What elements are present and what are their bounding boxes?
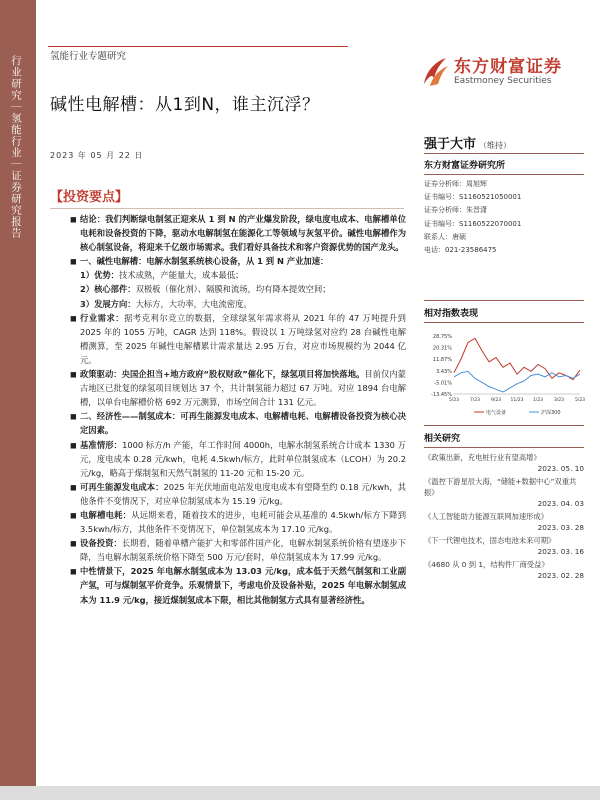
summary-item: ◼ 一、碱性电解槽：电解水制氢系统核心设备，从 1 到 N 产业加速： [50, 254, 406, 268]
bullet-icon: ◼ [70, 369, 77, 380]
bullet-icon: ◼ [70, 214, 77, 224]
related-item[interactable] [424, 559, 584, 581]
analyst-line: 联系人：唐硕 [424, 232, 466, 241]
related-title[interactable]: 《政策出新，充电桩行业有望高增》 [424, 453, 541, 462]
index-performance-chart [424, 330, 584, 418]
bullet-icon: ◼ [70, 509, 77, 520]
institute-rule [424, 174, 584, 175]
bullet-icon: ◼ [70, 411, 77, 422]
series-line-1 [454, 338, 580, 379]
related-heading: 相关研究 [424, 434, 461, 444]
summary-item: ◼ 结论：我们判断绿电制氢正迎来从 1 到 N 的产业爆发阶段，绿电度电成本、电解槽单位电耗和设备投资的下降，驱动水电解制氢在能源化工等领域与灰氢平价。碱性电解槽作为核心制氢设备，将迎来千亿级市场需求。我们看好具备技术和客户资源优势的国产龙头。 [70, 214, 406, 253]
brand-logo [420, 52, 590, 92]
bullet-icon: ◼ [70, 481, 77, 492]
analyst-info [424, 178, 584, 257]
related-date: 2023. 05. 10 [537, 464, 584, 473]
analyst-line: 证书编号：S1160521050001 [424, 193, 522, 202]
related-date: 2023. 02. 28 [537, 571, 584, 580]
summary-item: ◼ 设备投资：长期看，随着单槽产能扩大和零部件国产化，电解水制氢系统价格有望逐步下降，当电解水制氢系统价格下降至 500 万元/套时，单位制氢成本为 17.99 元/kg。 [70, 538, 406, 563]
y-tick-label: 20.31% [432, 345, 452, 352]
y-tick-label: 3.43% [436, 368, 452, 375]
brand-name: 东方财富证券 [454, 57, 562, 77]
summary-item: ◼ 可再生能源发电成本：2025 年光伏地面电站发电度电成本有望降至约 0.18 元/kwh，其他条件不变情况下，对应单位制氢成本为 15.19 元/kg。 [70, 481, 406, 506]
related-title[interactable]: 《下一代锂电技术，固态电池未来可期》 [424, 536, 556, 545]
x-tick-label: 5/23 [574, 398, 586, 403]
related-list [424, 452, 584, 583]
y-tick-label: 11.87% [432, 357, 452, 364]
y-tick-label: -13.45% [431, 392, 452, 398]
bullet-icon: ◼ [70, 566, 77, 577]
x-tick-label: 1/23 [532, 398, 544, 403]
header-rule [48, 46, 348, 47]
report-category: 氢能行业专题研究 [50, 51, 127, 62]
summary-item: ◼ 政策驱动：央国企担当+地方政府“股权财政”催化下，绿氢项目将加快落地。目前仅内蒙古地区已批复的绿氢项目规划达 37 个，共计制氢能力超过 67 万吨。对应 1894 台电解槽，以单台电解槽价格 692 万元测算，市场空间合计 131 亿元。 [70, 369, 406, 408]
x-tick-label: 9/23 [490, 398, 502, 403]
x-tick-label: 3/23 [553, 398, 565, 403]
report-date: 2023 年 05 月 22 日 [50, 151, 144, 160]
related-item[interactable] [424, 476, 584, 509]
related-date: 2023. 04. 03 [537, 499, 584, 508]
side-banner-text: 行业研究｜氢能行业｜证券研究报告 [10, 55, 22, 239]
related-rule-top [424, 425, 584, 426]
summary-heading: 【投资要点】 [50, 190, 129, 205]
related-title[interactable]: 《温控下游星辰大海，“储能+数据中心”双重共振》 [424, 477, 577, 497]
related-rule [424, 447, 584, 448]
bullet-icon: ◼ [70, 312, 77, 323]
rating [424, 133, 584, 152]
summary-rule [50, 208, 404, 209]
rating-label: 强于大市 [424, 137, 477, 152]
summary-item: ◼ 电解槽电耗：从远期来看，随着技术的进步，电耗可能会从基准的 4.5kwh/标方下降到 3.5kwh/标方，其他条件不变情况下，单位制氢成本为 17.10 元/kg。 [70, 509, 406, 535]
bullet-icon: ◼ [70, 538, 77, 549]
brand-name-en: Eastmoney Securities [454, 76, 552, 86]
analyst-line: 证券分析师：朱晋潇 [424, 206, 487, 215]
y-tick-label: 28.75% [432, 334, 452, 340]
summary-item: ◼ 二、经济性——制氢成本：可再生能源发电成本、电解槽电耗、电解槽设备投资为核心决定因素。 [70, 411, 406, 436]
y-tick-label: -5.01% [434, 380, 452, 387]
rating-rule [424, 153, 584, 154]
rating-note: （维持） [479, 141, 512, 150]
bullet-icon: ◼ [70, 439, 77, 450]
index-rule-top [424, 300, 584, 301]
summary-item: ◼ 中性情景下，2025 年电解水制氢成本为 13.03 元/kg，成本低于天然气制氢和工业副产氢，可与煤制氢平价竞争。乐观情景下，考虑电价及设备补贴，2025 年电解水制氢成本为 11.9 元/kg，接近煤制氢成本下限，相比其他制氢方式具有显著经济性。 [70, 566, 406, 605]
x-tick-label: 7/23 [469, 398, 481, 403]
summary-item: 3）发展方向：大标方，大功率，大电流密度。 [80, 298, 252, 309]
x-tick-label: 11/23 [510, 398, 524, 403]
bullet-icon: ◼ [70, 256, 77, 267]
related-date: 2023. 03. 28 [537, 523, 584, 532]
related-date: 2023. 03. 16 [537, 547, 584, 556]
summary-item: 2）核心部件：双极板（催化剂）、隔膜和流场，均有降本提效空间； [80, 284, 331, 295]
legend-label: 沪深300 [541, 410, 561, 416]
analyst-line: 证书编号：S1160522070001 [424, 219, 522, 228]
summary-body [50, 212, 406, 607]
brand-mark-icon [420, 54, 450, 88]
related-title[interactable]: 《4680 从 0 到 1，结构件厂商受益》 [424, 560, 549, 569]
index-heading: 相对指数表现 [424, 309, 479, 319]
index-rule [424, 322, 584, 323]
related-title[interactable]: 《人工智能助力能源互联网加速形成》 [424, 512, 549, 521]
institute-name: 东方财富证券研究所 [424, 161, 506, 171]
legend-label: 电气设备 [486, 410, 507, 416]
related-item[interactable] [424, 452, 584, 474]
summary-item: ◼ 行业需求：据考克利尔竞立的数据，全球绿氢年需求将从 2021 年的 47 万吨提升到 2025 年的 1055 万吨，CAGR 达到 118%。假设以 1 万吨绿氢对应约 28 台碱性电解槽测算，至 2025 年碱性电解槽累计需求量达 2.95 万台，对应市场规模约为 2044 亿元。 [70, 312, 406, 365]
related-item[interactable] [424, 535, 584, 557]
summary-item: ◼ 基准情形：1000 标方/h 产能，年工作时间 4000h，电解水制氢系统合计成本 1330 万元，度电成本 0.28 元/kwh，电耗 4.5kwh/标方，此时单位制氢成本（LCOH）为 20.2 元/kg，略高于煤制氢和天然气制氢的 11-20 元和 15-20 元。 [70, 439, 406, 478]
report-title: 碱性电解槽：从1到N，谁主沉浮？ [50, 95, 320, 115]
related-item[interactable] [424, 511, 584, 533]
analyst-line: 电话：021-23586475 [424, 246, 497, 255]
x-tick-label: 5/23 [448, 398, 460, 403]
side-banner [0, 0, 36, 800]
analyst-line: 证券分析师：周旭辉 [424, 180, 487, 188]
page-footer-band [0, 786, 600, 800]
summary-item: 1）优势：技术成熟，产能量大，成本最低； [80, 270, 244, 281]
